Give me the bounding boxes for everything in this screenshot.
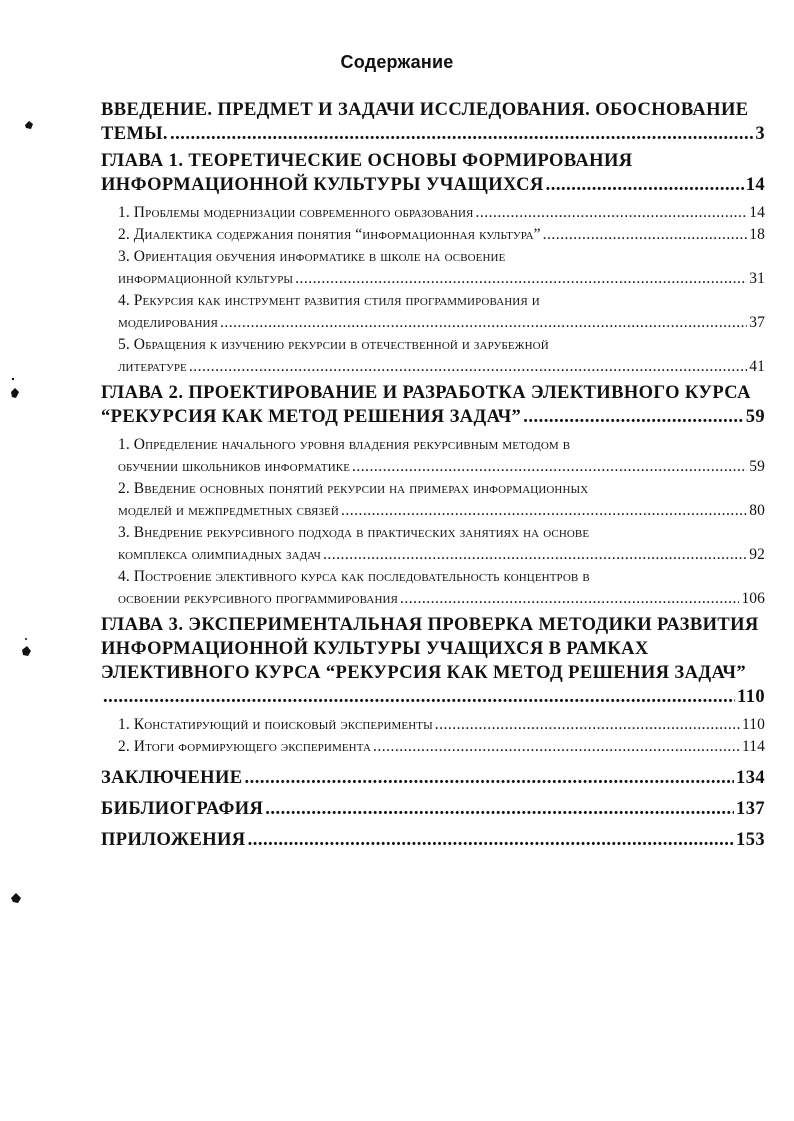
toc-line: 4. Построение элективного курса как последовательность концентров в <box>118 568 590 585</box>
scan-speck <box>8 890 24 906</box>
leader-dots <box>295 268 747 290</box>
toc-line: 5. Обращения к изучению рекурсии в отечественной и зарубежной <box>118 336 549 353</box>
toc-text: 1. Констатирующий и поисковый эксперименты <box>118 716 433 733</box>
page-number: 153 <box>736 830 765 850</box>
toc-chapter-2[interactable] <box>101 381 765 429</box>
page-number: 59 <box>749 458 765 475</box>
leader-dots <box>475 202 747 224</box>
toc-text: литературе <box>118 358 187 375</box>
toc-section-2-3[interactable] <box>118 522 765 566</box>
page-number: 137 <box>736 799 765 819</box>
toc-text: комплекса олимпиадных задач <box>118 546 321 563</box>
toc-section-1-1[interactable] <box>118 202 765 224</box>
leader-dots <box>170 122 753 146</box>
toc-section-1-2[interactable] <box>118 224 765 246</box>
toc-chapter-3[interactable] <box>101 613 765 709</box>
leader-dots <box>546 173 744 197</box>
toc-text: ТЕМЫ. <box>101 124 168 144</box>
toc-line: 1. Определение начального уровня владения рекурсивным методом в <box>118 436 571 453</box>
leader-dots <box>400 588 739 610</box>
toc-section-3-1[interactable] <box>118 714 765 736</box>
toc-text: ИНФОРМАЦИОННОЙ КУЛЬТУРЫ УЧАЩИХСЯ <box>101 175 544 195</box>
toc-text: моделей и межпредметных связей <box>118 502 339 519</box>
toc-text: ПРИЛОЖЕНИЯ <box>101 830 246 850</box>
toc-section-1-3[interactable] <box>118 246 765 290</box>
page-number: 37 <box>749 314 765 331</box>
toc-section-3-2[interactable] <box>118 736 765 758</box>
page-number: 3 <box>755 124 765 144</box>
page-number: 14 <box>749 204 765 221</box>
leader-dots <box>435 714 740 736</box>
toc-line: ИНФОРМАЦИОННОЙ КУЛЬТУРЫ УЧАЩИХСЯ В РАМКАХ <box>101 639 649 659</box>
toc-line: ЭЛЕКТИВНОГО КУРСА “РЕКУРСИЯ КАК МЕТОД РЕШЕНИЯ ЗАДАЧ” <box>101 663 747 683</box>
scan-speck <box>18 636 34 664</box>
page-number: 110 <box>737 687 765 707</box>
leader-dots <box>103 685 735 709</box>
toc-line: 3. Внедрение рекурсивного подхода в практических занятиях на основе <box>118 524 590 541</box>
toc-text: ЗАКЛЮЧЕНИЕ <box>101 768 243 788</box>
toc-line: ГЛАВА 1. ТЕОРЕТИЧЕСКИЕ ОСНОВЫ ФОРМИРОВАНИЯ <box>101 151 633 171</box>
page-number: 31 <box>749 270 765 287</box>
toc-intro[interactable] <box>101 98 765 146</box>
leader-dots <box>373 736 740 758</box>
toc-text: 2. Итоги формирующего эксперимента <box>118 738 372 755</box>
page-number: 134 <box>736 768 765 788</box>
page-number: 80 <box>749 502 765 519</box>
page-number: 18 <box>749 226 765 243</box>
leader-dots <box>352 456 747 478</box>
leader-dots <box>323 544 747 566</box>
leader-dots <box>341 500 747 522</box>
toc-text: 2. Диалектика содержания понятия “информационная культура” <box>118 226 541 243</box>
toc-line: 2. Введение основных понятий рекурсии на примерах информационных <box>118 480 589 497</box>
page-number: 92 <box>749 546 765 563</box>
toc-text: БИБЛИОГРАФИЯ <box>101 799 264 819</box>
leader-dots <box>220 312 747 334</box>
toc-text: “РЕКУРСИЯ КАК МЕТОД РЕШЕНИЯ ЗАДАЧ” <box>101 407 522 427</box>
leader-dots <box>248 828 734 852</box>
toc-line: ГЛАВА 2. ПРОЕКТИРОВАНИЕ И РАЗРАБОТКА ЭЛЕКТИВНОГО КУРСА <box>101 383 751 403</box>
toc-section-2-2[interactable] <box>118 478 765 522</box>
toc-line: 4. Рекурсия как инструмент развития стиля программирования и <box>118 292 540 309</box>
toc-chapter-1[interactable] <box>101 149 765 197</box>
toc-appendix[interactable] <box>101 828 765 852</box>
leader-dots <box>245 766 735 790</box>
toc-line: ГЛАВА 3. ЭКСПЕРИМЕНТАЛЬНАЯ ПРОВЕРКА МЕТОДИКИ РАЗВИТИЯ <box>101 615 759 635</box>
scan-speck <box>22 118 36 132</box>
toc-bibliography[interactable] <box>101 797 765 821</box>
page-number: 110 <box>742 716 765 733</box>
toc-section-2-1[interactable] <box>118 434 765 478</box>
page-number: 41 <box>749 358 765 375</box>
toc-line: ВВЕДЕНИЕ. ПРЕДМЕТ И ЗАДАЧИ ИССЛЕДОВАНИЯ. ОБОСНОВАНИЕ <box>101 100 749 120</box>
toc-section-2-4[interactable] <box>118 566 765 610</box>
page-title: Содержание <box>340 52 454 72</box>
toc-line: 3. Ориентация обучения информатике в школе на освоение <box>118 248 506 265</box>
page-number: 114 <box>742 738 765 755</box>
toc-text: информационной культуры <box>118 270 294 287</box>
toc-conclusion[interactable] <box>101 766 765 790</box>
toc-text: обучении школьников информатике <box>118 458 351 475</box>
toc-section-1-5[interactable] <box>118 334 765 378</box>
toc-section-1-4[interactable] <box>118 290 765 334</box>
page-number: 59 <box>745 407 765 427</box>
leader-dots <box>523 405 743 429</box>
leader-dots <box>543 224 748 246</box>
toc-text: освоении рекурсивного программирования <box>118 590 398 607</box>
page-number: 14 <box>745 175 765 195</box>
toc-text: 1. Проблемы модернизации современного образования <box>118 204 474 221</box>
scan-speck <box>8 376 22 406</box>
leader-dots <box>265 797 734 821</box>
toc-text: моделирования <box>118 314 218 331</box>
table-of-contents <box>101 94 765 852</box>
page-number: 106 <box>741 590 765 607</box>
leader-dots <box>189 356 747 378</box>
